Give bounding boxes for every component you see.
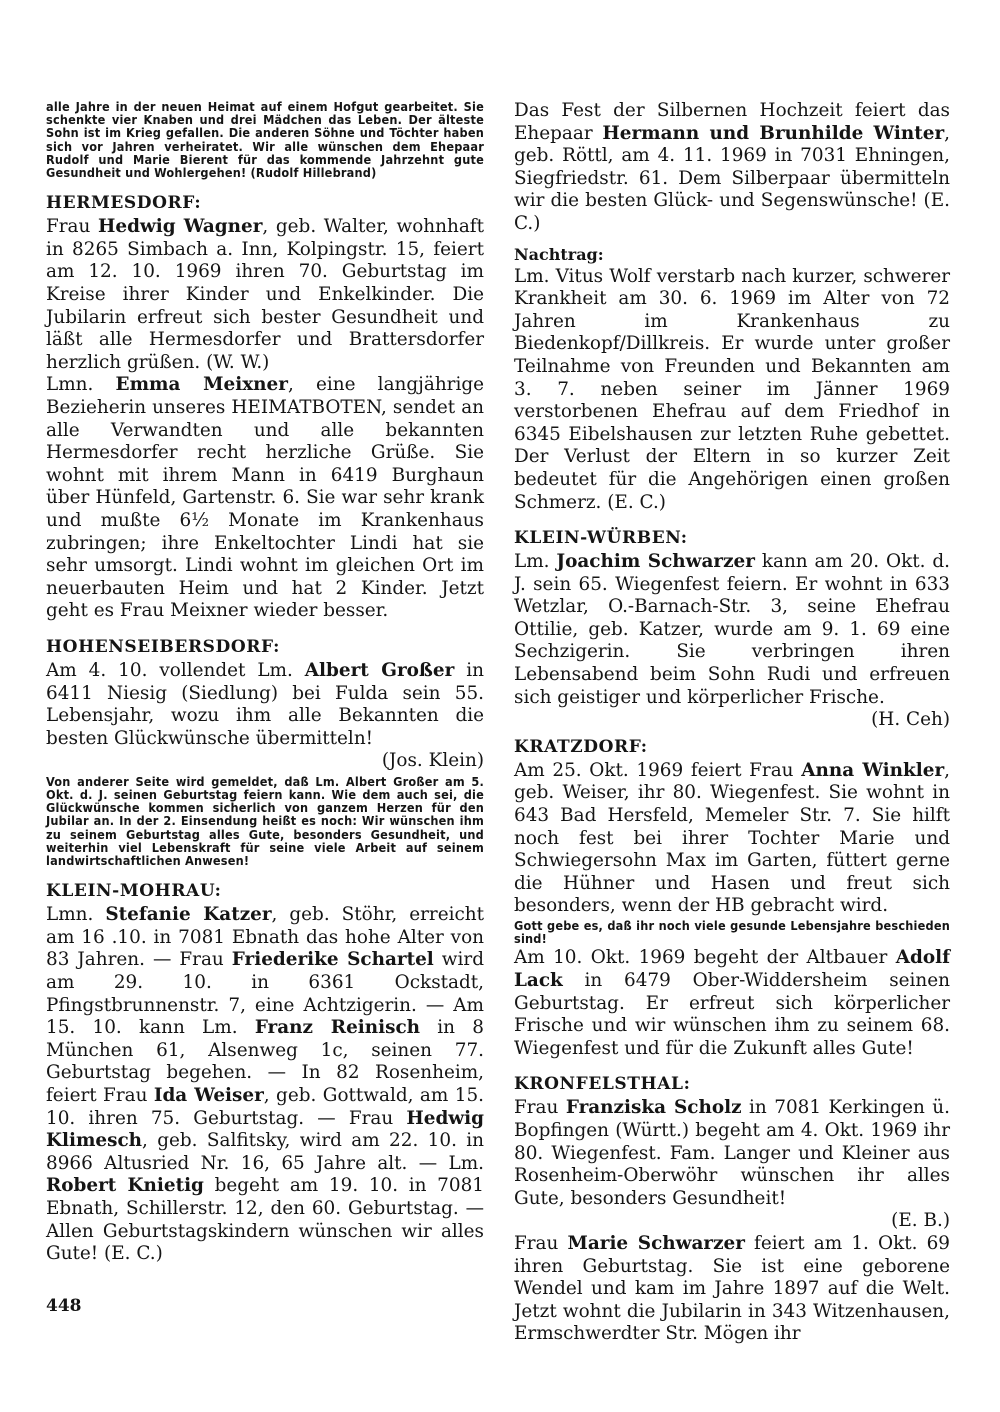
kronfelsthal-paragraph-2: Frau Marie Schwarzer feiert am 1. Okt. 69 ihren Geburtstag. Sie ist eine geborene Wendel und kam im Jahre 1897 auf die Welt. Jetzt wohnt die Jubilarin in 343 Witzenhausen, Ermschwerdter Str. Mögen ihr <box>514 1232 950 1345</box>
signature: (E. B.) <box>891 1210 950 1232</box>
kratzdorf-paragraph-2: Am 10. Okt. 1969 begeht der Altbauer Adolf Lack in 6479 Ober-Widdersheim seinen Geburtstag. Er erfreut sich körperlicher Frische und wir wünschen ihm zu seinem 68. Wiegenfest und für die Zukunft alles Gute! <box>514 947 950 1059</box>
heading-hohenseibersdorf: HOHENSEIBERSDORF: <box>46 636 280 657</box>
kronfelsthal-paragraph-1: Frau Franziska Scholz in 7081 Kerkingen ü. Bopfingen (Württ.) begeht am 4. Okt. 1969 ihr 80. Wiegenfest. Fam. Langer und Kleiner aus Rosenheim-Oberwöhr wünschen ihr alles Gute, besonders Gesundheit! (E. B.) <box>514 1097 950 1232</box>
hermesdorf-paragraph-1: Frau Hedwig Wagner, geb. Walter, wohnhaft in 8265 Simbach a. Inn, Kolpingstr. 15, feiert am 12. 10. 1969 ihren 70. Geburtstag im Kreise ihrer Kinder und Enkelkinder. Die Jubilarin erfreut sich bester Gesundheit und läßt alle Hermesdorfer und Brattersdorfer herzlich grüßen. (W. W.) <box>46 216 484 373</box>
person-name: Marie Schwarzer <box>567 1232 745 1254</box>
person-name: Joachim Schwarzer <box>556 551 755 573</box>
right-column <box>514 100 950 1346</box>
person-name: Franziska Scholz <box>565 1097 742 1119</box>
person-name: Albert Großer <box>304 659 455 681</box>
heading-kratzdorf: KRATZDORF: <box>514 736 648 757</box>
person-name: Robert Knietig <box>46 1175 204 1197</box>
heading-hermesdorf: HERMESDORF: <box>46 193 202 214</box>
heading-klein-mohrau: KLEIN-MOHRAU: <box>46 881 222 902</box>
signature: (H. Ceh) <box>871 709 950 731</box>
kratzdorf-note: Gott gebe es, daß ihr noch viele gesunde Lebensjahre beschieden sind! <box>514 918 950 947</box>
person-name: Ida Weiser <box>153 1085 264 1107</box>
label-nachtrag: Nachtrag: <box>514 244 604 264</box>
person-name: Hedwig Klimesch <box>46 1107 484 1152</box>
klein-wuerben-paragraph: Lm. Joachim Schwarzer kann am 20. Okt. d. J. sein 65. Wiegenfest feiern. Er wohnt in 633 Wetzlar, O.-Barnach-Str. 3, seine Ehefrau Ottilie, geb. Katzer, wurde am 9. 1. 69 eine Sechzigerin. Sie verbringen ihren Lebensabend beim Sohn Rudi und erfreuen sich geistiger und körperlicher Frische. (H. Ceh) <box>514 551 951 731</box>
signature: (Jos. Klein) <box>381 750 484 772</box>
person-name: Emma Meixner <box>115 374 288 396</box>
left-column <box>46 100 484 1266</box>
person-name: Franz Reinisch <box>254 1017 421 1039</box>
hohenseibersdorf-note: Von anderer Seite wird gemeldet, daß Lm. Albert Großer am 5. Okt. d. J. seinen Geburtstag feiern kann. Wie dem auch sei, die Glückwünsche kommen sicherlich von ganzem Herzen für den Jubilar an. In der 2. Einsendung heißt es noch: Wir wünschen ihm zu seinem Geburtstag alles Gute, besonders Gesundheit, und weiterhin viel Lebenskraft für seine viele Arbeit auf seinem landwirtschaftlichen Anwesen! <box>46 773 484 869</box>
hohenseibersdorf-paragraph: Am 4. 10. vollendet Lm. Albert Großer in 6411 Niesig (Siedlung) bei Fulda sein 55. Lebensjahr, wozu ihm alle Bekannten die besten Glückwünsche übermitteln! (Jos. Klein) <box>46 659 484 772</box>
intro-paragraph: alle Jahre in der neuen Heimat auf einem Hofgut gearbeitet. Sie schenkte vier Knaben und drei Mädchen das Leben. Der älteste Sohn ist im Krieg gefallen. Die anderen Söhne und Töchter haben sich vor Jahren verheiratet. Wir alle wünschen dem Ehepaar Rudolf und Marie Bierent für das kommende Jahrzehnt gute Gesundheit und Wohlergehen! (Rudolf Hillebrand) <box>46 99 484 181</box>
person-name: Hedwig Wagner <box>98 216 263 238</box>
person-name: Hermann und Brunhilde Winter <box>602 122 945 144</box>
klein-mohrau-paragraph: Lmn. Stefanie Katzer, geb. Stöhr, erreicht am 16 .10. in 7081 Ebnath das hohe Alter von 83 Jahren. — Frau Friederike Schartel wird am 29. 10. in 6361 Ockstadt, Pfingstbrunnenstr. 7, eine Achtzigerin. — Am 15. 10. kann Lm. Franz Reinisch in 8 München 61, Alsenweg 1c, seinen 77. Geburtstag begehen. — In 82 Rosenheim, feiert Frau Ida Weiser, geb. Gottwald, am 15. 10. ihren 75. Geburtstag. — Frau Hedwig Klimesch, geb. Salfitsky, wird am 22. 10. in 8966 Altusried Nr. 16, 65 Jahre alt. — Lm. Robert Knietig begeht am 19. 10. in 7081 Ebnath, Schillerstr. 12, den 60. Geburtstag. — Allen Geburtstagskindern wünschen wir alles Gute! (E. C.) <box>46 904 484 1265</box>
page-number: 448 <box>46 1296 82 1316</box>
person-name: Friederike Schartel <box>231 949 434 971</box>
person-name: Stefanie Katzer <box>105 904 272 926</box>
heading-klein-wuerben: KLEIN-WÜRBEN: <box>514 528 688 549</box>
heading-kronfelsthal: KRONFELSTHAL: <box>514 1074 691 1095</box>
person-name: Anna Winkler <box>801 759 945 781</box>
silberhochzeit-paragraph: Das Fest der Silbernen Hochzeit feiert das Ehepaar Hermann und Brunhilde Winter, geb. Röttl, am 4. 11. 1969 in 7031 Ehningen, Siegfriedstr. 61. Dem Silberpaar übermitteln wir die besten Glück- und Segenswünsche! (E. C.) <box>514 100 950 234</box>
hermesdorf-paragraph-2: Lmn. Emma Meixner, eine langjährige Bezieherin unseres HEIMATBOTEN, sendet an alle Verwandten und alle bekannten Hermesdorfer recht herzliche Grüße. Sie wohnt mit ihrem Mann in 6419 Burghaun über Hünfeld, Gartenstr. 6. Sie war sehr krank und mußte 6½ Monate im Krankenhaus zubringen; ihre Enkeltochter Lindi hat sie sehr umsorgt. Lindi wohnt im gleichen Ort im neuerbauten Heim und hat 2 Kinder. Jetzt geht es Frau Meixner wieder besser. <box>46 374 484 622</box>
nachtrag-paragraph: Lm. Vitus Wolf verstarb nach kurzer, schwerer Krankheit am 30. 6. 1969 im Alter von 72 Jahren im Krankenhaus zu Biedenkopf/Dillkreis. Er wurde unter großer Teilnahme von Freunden und Bekannten am 3. 7. neben seiner im Jänner 1969 verstorbenen Ehefrau auf dem Friedhof in 6345 Eibelshausen zur letzten Ruhe gebettet. Der Verlust der Eltern in so kurzer Zeit bedeutet für die Angehörigen einen großen Schmerz. (E. C.) <box>514 265 950 513</box>
kratzdorf-paragraph-1: Am 25. Okt. 1969 feiert Frau Anna Winkler, geb. Weiser, ihr 80. Wiegenfest. Sie wohnt in 643 Bad Hersfeld, Memeler Str. 7. Sie hilft noch fest bei ihrer Tochter Marie und Schwiegersohn Max im Garten, füttert gerne die Hühner und Hasen und freut sich besonders, wenn der HB gebracht wird. <box>514 759 950 917</box>
person-name: Adolf Lack <box>514 947 950 991</box>
